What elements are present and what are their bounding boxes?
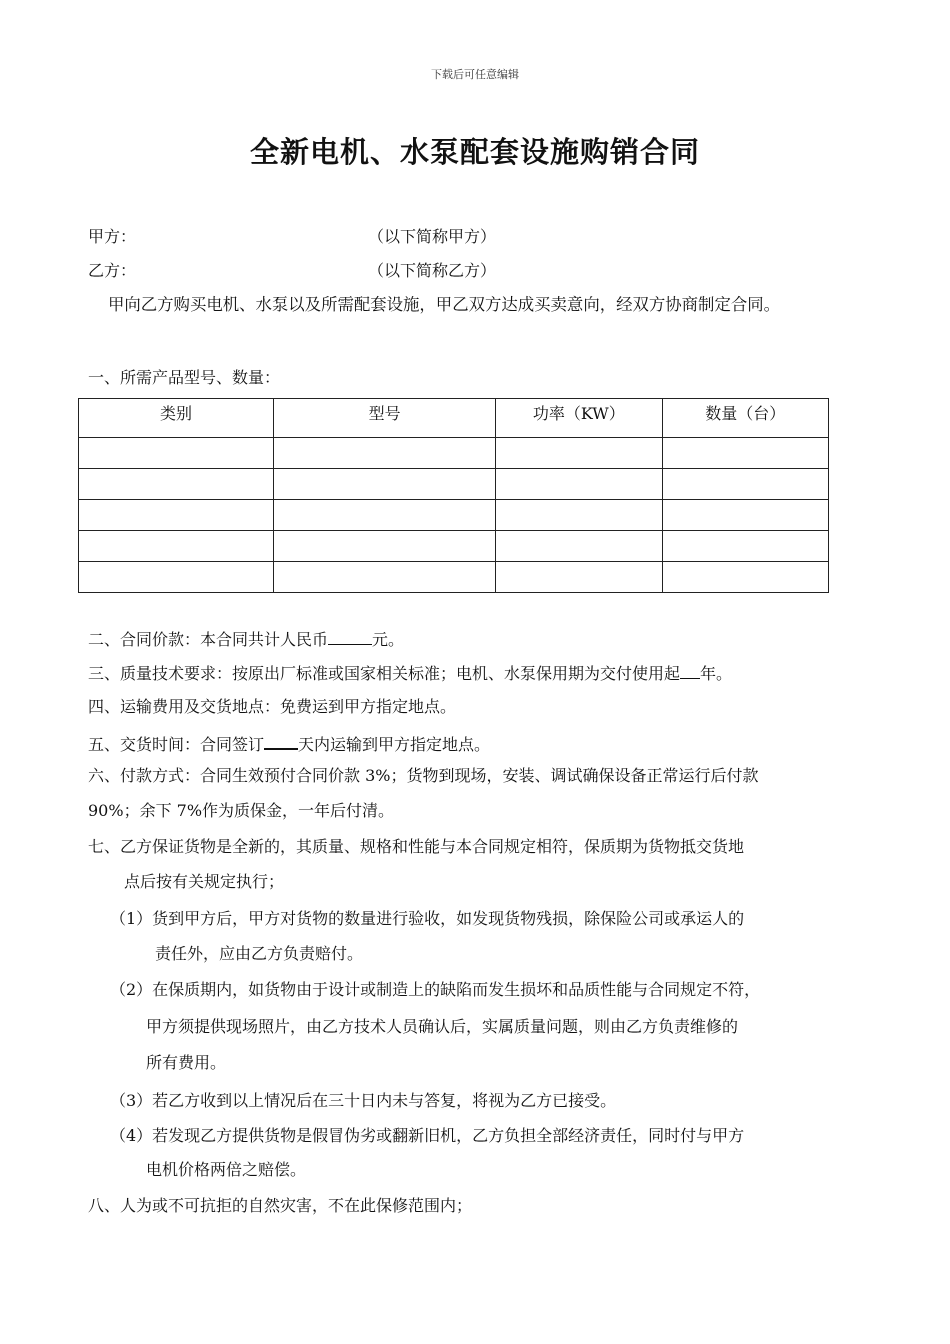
table-cell [79,531,274,562]
table-cell [274,531,496,562]
table-cell [662,500,828,531]
table-cell [496,562,662,593]
warranty-years-blank [680,662,700,679]
section-3-text: 三、质量技术要求：按原出厂标准或国家相关标准；电机、水泵保用期为交付使用起 [88,664,681,683]
column-header-model: 型号 [274,399,496,438]
table-cell [496,469,662,500]
table-cell [274,500,496,531]
price-blank [328,628,372,645]
table-cell [79,469,274,500]
section-5-text: 五、交货时间：合同签订 [88,735,265,754]
section-2-suffix: 元。 [372,630,405,649]
section-2-text: 二、合同价款：本合同共计人民币 [88,630,329,649]
column-header-category: 类别 [79,399,274,438]
section-7-line-1: 七、乙方保证货物是全新的，其质量、规格和性能与本合同规定相符，保质期为货物抵交货地 [88,837,745,856]
section-5-delivery [88,732,490,755]
party-a-label: 甲方： [88,227,137,246]
section-7-line-2: 点后按有关规定执行； [124,872,285,891]
table-cell [274,562,496,593]
table-cell [79,562,274,593]
table-cell [496,531,662,562]
section-4-shipping: 四、运输费用及交货地点：免费运到甲方指定地点。 [88,697,457,716]
table-cell [496,500,662,531]
section-1-heading: 一、所需产品型号、数量： [88,368,281,387]
table-cell [79,500,274,531]
table-row [79,531,829,562]
section-7-item-1-line-1: （1）货到甲方后，甲方对货物的数量进行验收，如发现货物残损，除保险公司或承运人的 [110,909,745,928]
table-row [79,562,829,593]
section-6-payment-line-1: 六、付款方式：合同生效预付合同价款 3%；货物到现场，安装、调试确保设备正常运行后付款 [88,766,759,785]
section-3-quality [88,662,732,684]
table-cell [274,438,496,469]
section-3-suffix: 年。 [700,664,733,683]
section-7-item-3: （3）若乙方收到以上情况后在三十日内未与答复，将视为乙方已接受。 [110,1091,617,1110]
table-header-row [79,399,829,438]
table-row [79,438,829,469]
party-b-alias: （以下简称乙方） [368,261,497,280]
intro-paragraph: 甲向乙方购买电机、水泵以及所需配套设施，甲乙双方达成买卖意向，经双方协商制定合同。 [108,295,781,314]
section-7-item-2-line-3: 所有费用。 [146,1053,227,1072]
section-8-exclusions: 八、人为或不可抗拒的自然灾害，不在此保修范围内； [88,1196,473,1215]
party-b-label: 乙方： [88,261,137,280]
section-6-payment-line-2: 90%；余下 7%作为质保金，一年后付清。 [88,801,395,820]
contract-title: 全新电机、水泵配套设施购销合同 [249,135,700,169]
column-header-power: 功率（KW） [496,399,662,438]
table-row [79,469,829,500]
product-table [78,398,829,593]
table-cell [662,531,828,562]
section-7-item-4-line-2: 电机价格两倍之赔偿。 [146,1160,307,1179]
table-cell [662,562,828,593]
table-cell [496,438,662,469]
delivery-days-blank [264,732,298,750]
column-header-quantity: 数量（台） [662,399,828,438]
section-2-price [88,628,404,650]
table-cell [274,469,496,500]
table-cell [79,438,274,469]
section-5-suffix: 天内运输到甲方指定地点。 [298,735,491,754]
table-cell [662,469,828,500]
section-7-item-2-line-2: 甲方须提供现场照片，由乙方技术人员确认后，实属质量问题，则由乙方负责维修的 [146,1017,739,1036]
header-note: 下载后可任意编辑 [431,68,519,81]
party-a-alias: （以下简称甲方） [368,227,497,246]
table-row [79,500,829,531]
section-7-item-4-line-1: （4）若发现乙方提供货物是假冒伪劣或翻新旧机，乙方负担全部经济责任，同时付与甲方 [110,1126,745,1145]
table-cell [662,438,828,469]
section-7-item-1-line-2: 责任外，应由乙方负责赔付。 [155,944,364,963]
section-7-item-2-line-1: （2）在保质期内，如货物由于设计或制造上的缺陷而发生损坏和品质性能与合同规定不符， [110,980,761,999]
